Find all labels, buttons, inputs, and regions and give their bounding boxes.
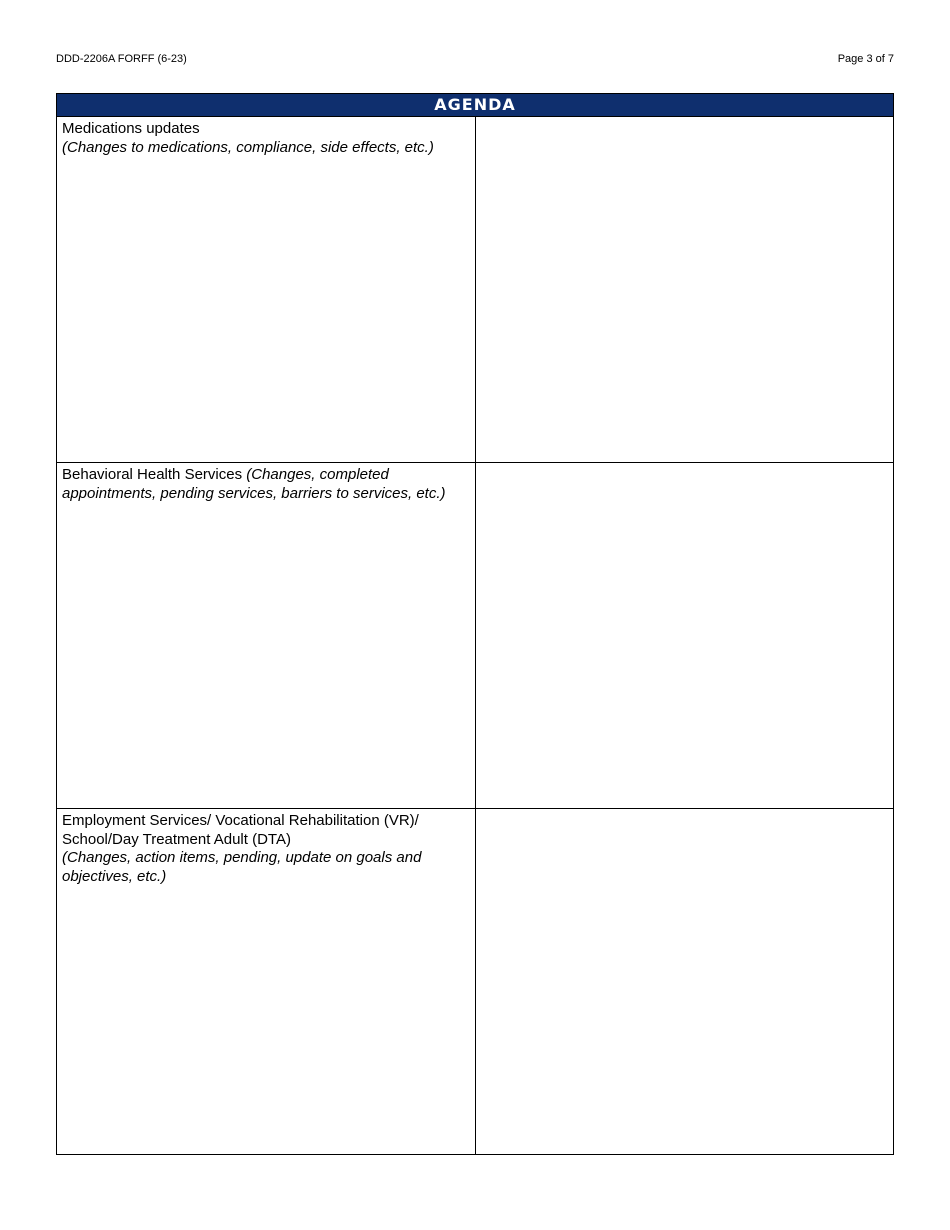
- agenda-row-behavioral-health: [57, 463, 894, 809]
- employment-notes-field[interactable]: [475, 809, 894, 1155]
- medications-hint: (Changes to medications, compliance, side effects, etc.): [62, 138, 434, 156]
- medications-label: Medications updates: [62, 120, 200, 137]
- behavioral-health-label: Behavioral Health Services: [62, 466, 243, 483]
- agenda-row-medications: [57, 117, 894, 463]
- employment-hint: (Changes, action items, pending, update on goals and objectives, etc.): [62, 849, 422, 885]
- employment-label: Employment Services/ Vocational Rehabilitation (VR)/ School/Day Treatment Adult (DTA): [62, 812, 419, 848]
- form-id: DDD-2206A FORFF (6-23): [56, 53, 187, 65]
- behavioral-health-label-cell: [57, 463, 476, 809]
- employment-label-cell: [57, 809, 476, 1155]
- agenda-table: [56, 93, 894, 1155]
- behavioral-health-hint: (Changes, completed appointments, pending services, barriers to services, etc.): [62, 466, 446, 502]
- medications-label-cell: [57, 117, 476, 463]
- agenda-row-employment: [57, 809, 894, 1155]
- behavioral-health-notes-field[interactable]: [475, 463, 894, 809]
- medications-notes-field[interactable]: [475, 117, 894, 463]
- agenda-title: AGENDA: [57, 94, 894, 117]
- page-number: Page 3 of 7: [837, 53, 894, 65]
